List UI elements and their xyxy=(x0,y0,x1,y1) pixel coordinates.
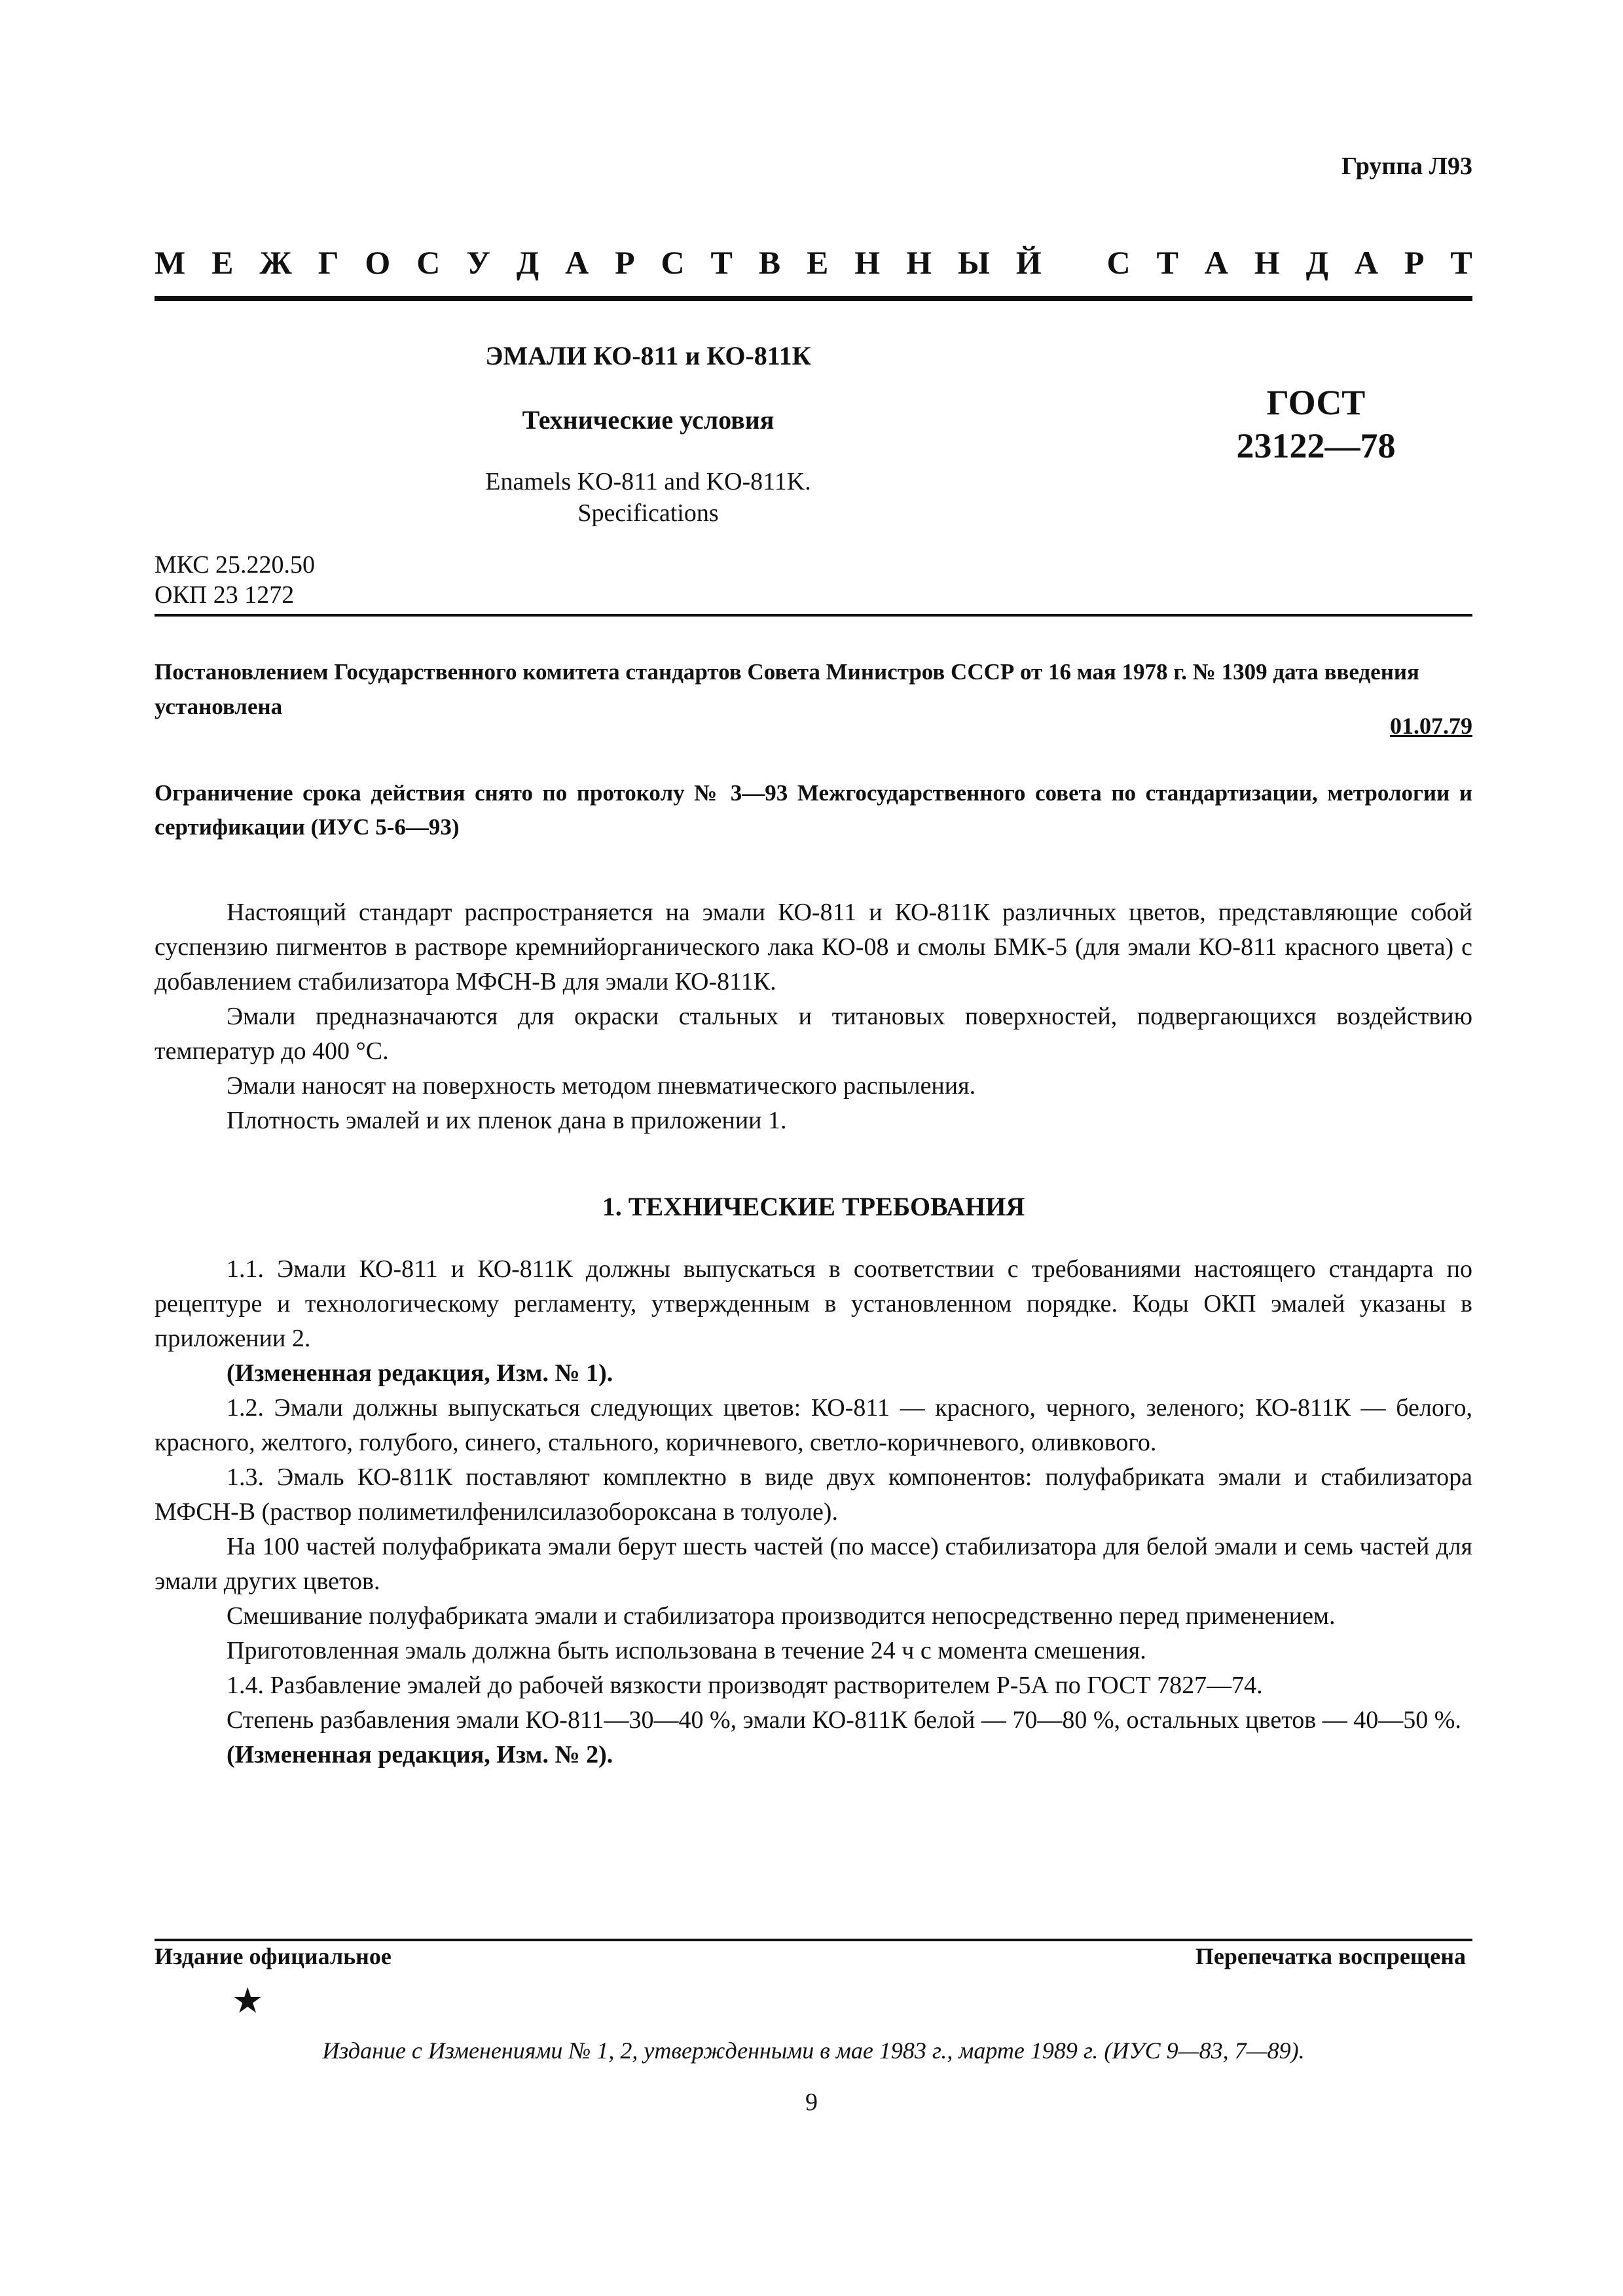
clause-1-2: 1.2. Эмали должны выпускаться следующих цветов: КО-811 — красного, черного, зеленого; КО-811К — белого, красного, желтого, голубого, синего, стального, коричневого, светло-коричневого, оливкового. xyxy=(155,1394,1472,1456)
standard-title-letter: Ы xyxy=(957,244,990,281)
document-subtitle: Технические условия xyxy=(522,405,775,435)
header-rule xyxy=(155,296,1472,301)
standard-title-letter: Г xyxy=(318,244,339,281)
clause-1-3: 1.3. Эмаль КО-811К поставляют комплектно в виде двух компонентов: полуфабриката эмали и стабилизатора МФСН-В (раствор полиметилфенилсилазобороксана в толуоле). xyxy=(155,1463,1472,1526)
standard-title-letter: А xyxy=(1354,244,1378,281)
standard-title-letter: Д xyxy=(1305,244,1328,281)
standard-title-letter: Д xyxy=(516,244,539,281)
section-rule xyxy=(155,614,1472,617)
okp-code: ОКП 23 1272 xyxy=(155,581,295,609)
footer-rule xyxy=(155,1939,1472,1941)
clause-1-4-dilution: Степень разбавления эмали КО-811—30—40 %, эмали КО-811К белой — 70—80 %, остальных цветов — 40—50 %. xyxy=(227,1706,1461,1734)
document-title-english xyxy=(445,466,851,529)
reprint-prohibited-label: Перепечатка воспрещена xyxy=(1195,1943,1466,1969)
official-edition-label: Издание официальное xyxy=(155,1943,392,1969)
standard-title-letter: Й xyxy=(1015,244,1042,281)
section-body xyxy=(155,1252,1472,1772)
standard-title-letter: Т xyxy=(1156,244,1178,281)
edition-note: Издание с Изменениями № 1, 2, утвержденными в мае 1983 г., марте 1989 г. (ИУС 9—83, 7—89). xyxy=(322,2037,1305,2064)
clause-1-4: 1.4. Разбавление эмалей до рабочей вязкости производят растворителем Р-5А по ГОСТ 7827—74. xyxy=(227,1672,1263,1699)
clause-1-1: 1.1. Эмали КО-811 и КО-811К должны выпускаться в соответствии с требованиями настоящего стандарта по рецептуре и технологическому регламенту, утвержденным в установленном порядке. Коды ОКП эмалей указаны в приложении 2. xyxy=(155,1255,1472,1352)
standard-title-letter: Н xyxy=(854,244,881,281)
standard-title-letter: О xyxy=(365,244,391,281)
intro-paragraph: Эмали предназначаются для окраски стальных и титановых поверхностей, подвергающихся воздействию температур до 400 °С. xyxy=(155,1003,1472,1065)
standard-title-letter: Ж xyxy=(259,244,292,281)
decree-text: Постановлением Государственного комитета стандартов Совета Министров СССР от 16 мая 1978 г. № 1309 дата введения установлена xyxy=(155,659,1419,719)
standard-title-letter: Е xyxy=(807,244,829,281)
intro-text xyxy=(155,895,1472,1138)
page-number: 9 xyxy=(805,2089,818,2116)
gost-label: ГОСТ xyxy=(1266,383,1366,422)
standard-title-letter: Н xyxy=(1254,244,1280,281)
group-label: Группа Л93 xyxy=(1341,152,1472,180)
intro-paragraph: Настоящий стандарт распространяется на эмали КО-811 и КО-811К различных цветов, представляющие собой суспензию пигментов в растворе кремнийорганического лака КО-08 и смолы БМК-5 (для эмали КО-811 красного цвета) с добавлением стабилизатора МФСН-В для эмали КО-811К. xyxy=(155,899,1472,996)
classification-codes xyxy=(155,550,315,610)
standard-title-letter: Т xyxy=(710,244,733,281)
intro-paragraph: Плотность эмалей и их пленок дана в приложении 1. xyxy=(227,1107,787,1134)
intro-paragraph: Эмали наносят на поверхность методом пневматического распыления. xyxy=(227,1072,976,1100)
clause-1-3-mixing: Смешивание полуфабриката эмали и стабилизатора производится непосредственно перед применением. xyxy=(227,1602,1336,1630)
standard-title-letter: С xyxy=(416,244,441,281)
gost-number: 23122—78 xyxy=(1236,426,1396,465)
standard-title-letter: Р xyxy=(615,244,635,281)
standard-title-letter: М xyxy=(155,244,186,281)
standard-title-letter: Р xyxy=(1404,244,1425,281)
star-icon: ★ xyxy=(232,1981,264,2020)
section-heading: 1. ТЕХНИЧЕСКИЕ ТРЕБОВАНИЯ xyxy=(602,1192,1025,1221)
standard-title-letter: Т xyxy=(1450,244,1472,281)
standard-title xyxy=(155,243,1472,281)
english-title-line: Enamels KO-811 and KO-811K. xyxy=(485,468,811,495)
english-subtitle-line: Specifications xyxy=(577,499,719,527)
amendment-note: (Измененная редакция, Изм. № 2). xyxy=(227,1741,613,1768)
mks-code: МКС 25.220.50 xyxy=(155,551,316,579)
standard-title-letter: У xyxy=(466,244,490,281)
gost-designation xyxy=(1178,381,1453,467)
clause-1-3-ratio: На 100 частей полуфабриката эмали берут шесть частей (по массе) стабилизатора для белой эмали и семь частей для эмали других цветов. xyxy=(155,1533,1472,1595)
amendment-note: (Измененная редакция, Изм. № 1). xyxy=(227,1359,613,1387)
document-title: ЭМАЛИ КО-811 и КО-811К xyxy=(485,341,811,370)
standard-title-letter: Н xyxy=(906,244,932,281)
standard-title-letter: А xyxy=(565,244,589,281)
clause-1-3-potlife: Приготовленная эмаль должна быть использована в течение 24 ч с момента смешения. xyxy=(227,1637,1146,1664)
standard-title-letter: Е xyxy=(211,244,234,281)
standard-title-letter: В xyxy=(758,244,781,281)
standard-title-letter: А xyxy=(1204,244,1228,281)
standard-title-letter xyxy=(1068,243,1081,281)
standard-title-letter: С xyxy=(1106,244,1131,281)
limitation-note: Ограничение срока действия снято по протоколу № 3—93 Межгосударственного совета по стандартизации, метрологии и сертификации (ИУС 5-6—93) xyxy=(155,780,1472,840)
introduction-date: 01.07.79 xyxy=(1390,713,1472,739)
standard-title-letter: С xyxy=(661,244,685,281)
